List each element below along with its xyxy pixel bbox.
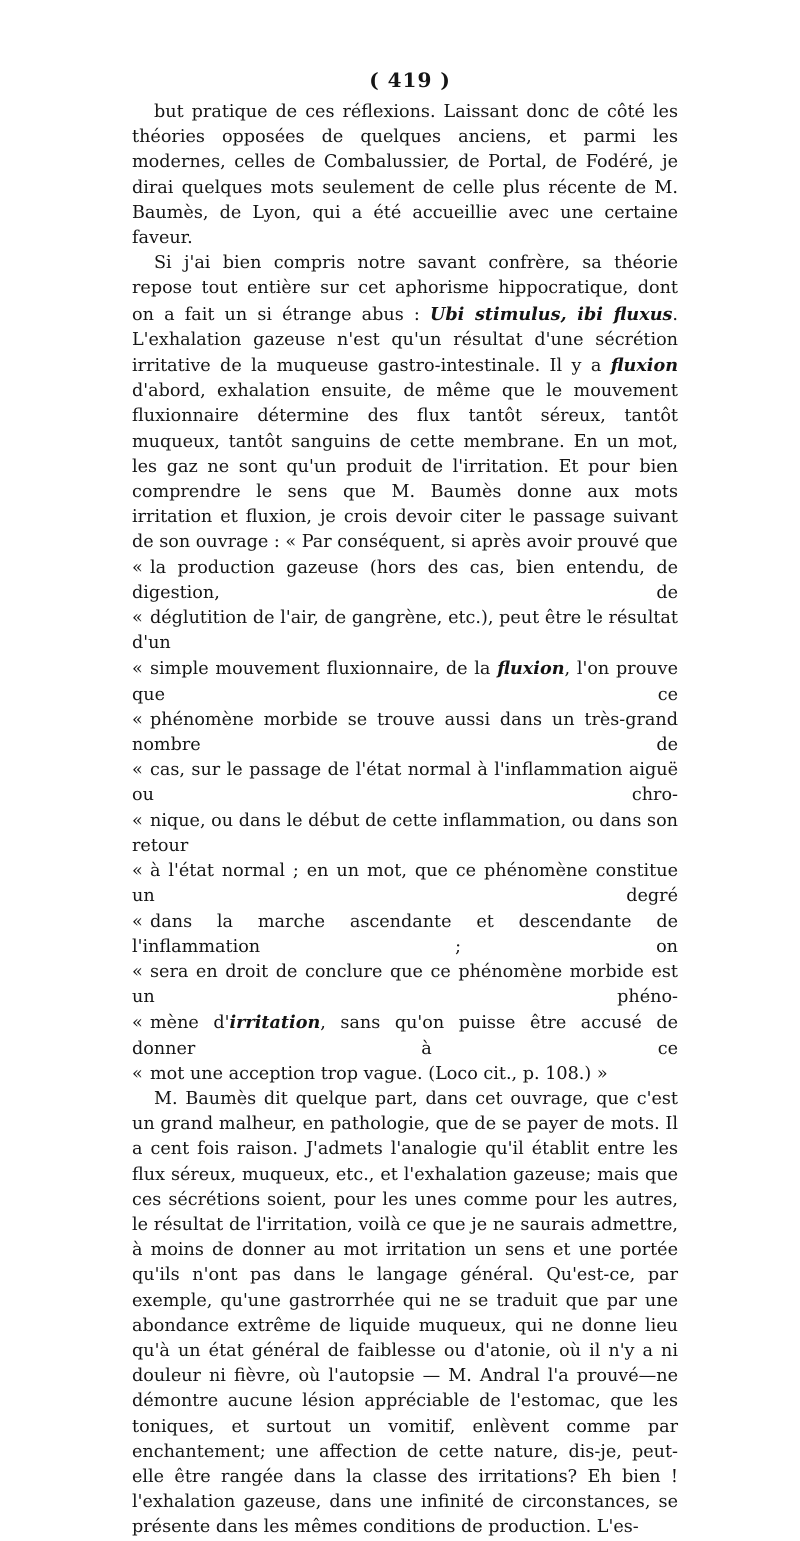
text-segment: Si j'ai bien compris notre savant confrère, sa théorie repose tout entière sur cet aphorisme hippocratique, dont on a fait un si étrange abus :: [132, 253, 678, 325]
quote-line: [132, 910, 678, 960]
page-number: ( 419 ): [369, 68, 451, 92]
text-segment: . L'exhalation gazeuse n'est qu'un résultat d'une sécrétion irritative de la muqueuse gastro-intestinale. Il y a: [132, 304, 678, 377]
italic-text: fluxion: [497, 658, 565, 680]
quote-line: [132, 556, 678, 606]
quote-mark: «: [132, 911, 143, 932]
text-segment: , l'on prouve que ce: [132, 659, 678, 705]
text-segment: la production gazeuse (hors des cas, bien entendu, de digestion, de: [132, 557, 678, 603]
book-page: [132, 68, 678, 1541]
quote-mark: «: [132, 1013, 143, 1034]
quotation-block: [132, 556, 678, 1087]
quote-mark: «: [132, 810, 143, 831]
text-segment: , sans qu'on puisse être accusé de donner à ce: [132, 1013, 678, 1059]
text-segment: mot une acception trop vague. (Loco cit., p. 108.) »: [150, 1063, 608, 1084]
quote-mark: «: [132, 659, 143, 680]
italic-text: Ubi stimulus, ibi fluxus: [429, 303, 673, 325]
quote-line: [132, 758, 678, 808]
quote-line: [132, 859, 678, 909]
quote-mark: «: [132, 1063, 143, 1084]
quote-mark: «: [132, 861, 143, 882]
text-segment: d'abord, exhalation ensuite, de même que le mouvement fluxionnaire détermine des flux tantôt séreux, tantôt muqueux, tantôt sanguins de cette membrane. En un mot, les gaz ne sont qu'un produit de l'irritation. Et pour bien comprendre le sens que M. Baumès donne aux mots irritation et fluxion, je crois devoir citer le passage suivant de son ouvrage : « Par conséquent, si après avoir prouvé que: [132, 381, 678, 553]
text-segment: mène d': [150, 1013, 230, 1034]
quote-line: [132, 606, 678, 656]
paragraph-1: [132, 100, 678, 251]
italic-text: fluxion: [610, 355, 678, 377]
quote-line: [132, 1062, 678, 1087]
text-segment: dans la marche ascendante et descendante de l'inflammation ; on: [132, 911, 678, 957]
quote-mark: «: [132, 608, 143, 629]
text-segment: cas, sur le passage de l'état normal à l'inflammation aiguë ou chro-: [132, 760, 678, 806]
text-segment: M. Baumès dit quelque part, dans cet ouvrage, que c'est un grand malheur, en pathologie, que de se payer de mots. Il a cent fois raison. J'admets l'analogie qu'il établit entre les flux séreux, muqueux, etc., et l'exhalation gazeuse; mais que ces sécrétions soient, pour les unes comme pour les autres, le résultat de l'irritation, voilà ce que je ne saurais admettre, à moins de donner au mot irritation un sens et une portée qu'ils n'ont pas dans le langage général. Qu'est-ce, par exemple, qu'une gastrorrhée qui ne se traduit que par une abondance extrême de liquide muqueux, qui ne donne lieu qu'à un état général de faiblesse ou d'atonie, où il n'y a ni douleur ni fièvre, où l'autopsie — M. Andral l'a prouvé—ne démontre aucune lésion appréciable de l'estomac, que les toniques, et surtout un vomitif, enlèvent comme par enchantement; une affection de cette nature, dis-je, peut-elle être rangée dans la classe des irritations? Eh bien ! l'exhalation gazeuse, dans une infinité de circonstances, se présente dans les mêmes conditions de production. L'es-: [132, 1088, 678, 1538]
quote-line: [132, 960, 678, 1010]
quote-mark: «: [132, 709, 143, 730]
text-segment: déglutition de l'air, de gangrène, etc.), peut être le résultat d'un: [132, 608, 678, 654]
quote-mark: «: [132, 961, 143, 982]
quote-mark: «: [132, 760, 143, 781]
quote-line: [132, 809, 678, 859]
quote-line: [132, 656, 678, 707]
text-segment: à l'état normal ; en un mot, que ce phénomène constitue un degré: [132, 861, 678, 907]
text-segment: nique, ou dans le début de cette inflammation, ou dans son retour: [132, 810, 678, 856]
paragraph-3: [132, 1087, 678, 1541]
quote-line: [132, 708, 678, 758]
text-segment: but pratique de ces réflexions. Laissant donc de côté les théories opposées de quelques anciens, et parmi les modernes, celles de Combalussier, de Portal, de Fodéré, je dirai quelques mots seulement de celle plus récente de M. Baumès, de Lyon, qui a été accueillie avec une certaine faveur.: [132, 102, 678, 249]
text-segment: phénomène morbide se trouve aussi dans un très-grand nombre de: [132, 709, 678, 756]
text-segment: simple mouvement fluxionnaire, de la: [150, 659, 498, 680]
text-segment: sera en droit de conclure que ce phénomène morbide est un phéno-: [132, 961, 678, 1008]
paragraph-2: [132, 251, 678, 555]
italic-text: irritation: [229, 1012, 321, 1034]
quote-mark: «: [132, 557, 143, 578]
quote-line: [132, 1010, 678, 1061]
